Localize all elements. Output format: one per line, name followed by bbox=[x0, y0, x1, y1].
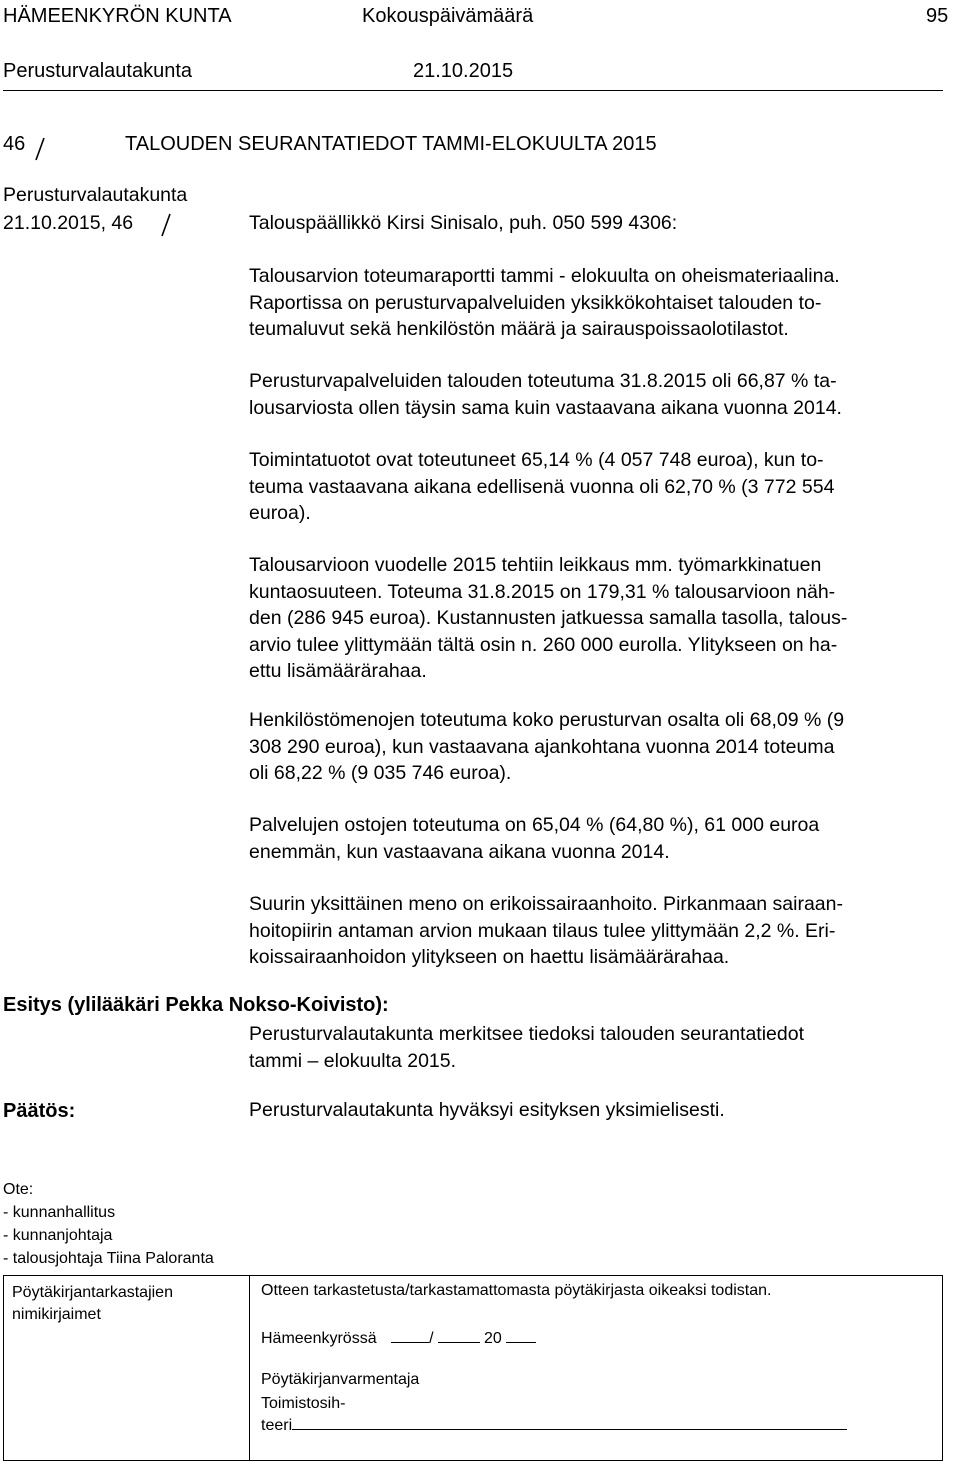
section-title: TALOUDEN SEURANTATIEDOT TAMMI-ELOKUULTA 2015 bbox=[125, 133, 657, 155]
secretary-label: Toimistosih- teeri bbox=[261, 1393, 847, 1437]
proposal-text: Perusturvalautakunta merkitsee tiedoksi talouden seurantatiedot tammi – elokuulta 2015. bbox=[249, 1023, 804, 1072]
reviewer-initials-label: Pöytäkirjantarkastajien nimikirjaimet bbox=[12, 1284, 173, 1323]
certify-text: Otteen tarkastetusta/tarkastamattomasta pöytäkirjasta oikeaksi todistan. bbox=[261, 1282, 772, 1299]
paragraph: Talousarvion toteumaraportti tammi - elokuulta on oheismateriaalina. Raportissa on perusturvapalveluiden yksikkökohtaiset talouden to- teumaluvut sekä henkilöstön määrä ja sairauspoissaolotilastot. bbox=[249, 265, 840, 340]
meeting-date: 21.10.2015 bbox=[413, 60, 514, 82]
footer-box bbox=[3, 1275, 943, 1461]
recipient: - talousjohtaja Tiina Paloranta bbox=[3, 1250, 214, 1267]
date-label: Kokouspäivämäärä bbox=[362, 5, 534, 27]
excerpt-block bbox=[3, 1178, 214, 1270]
recipient: - kunnanjohtaja bbox=[3, 1227, 113, 1244]
header-rule bbox=[3, 90, 943, 91]
section-number: 46 bbox=[3, 133, 26, 155]
section-sign-icon bbox=[34, 136, 43, 158]
verifier-label: Pöytäkirjanvarmentaja bbox=[261, 1371, 420, 1388]
paragraph: Toimintatuotot ovat toteutuneet 65,14 % (4 057 748 euroa), kun to- teuma vastaavana aikana edellisenä vuonna oli 62,70 % (3 772 554 euroa). bbox=[249, 449, 835, 524]
preparer: Talouspäällikkö Kirsi Sinisalo, puh. 050 599 4306: bbox=[249, 212, 678, 234]
proposal-label: Esitys (ylilääkäri Pekka Nokso-Koivisto): bbox=[3, 994, 389, 1016]
footer-divider bbox=[249, 1276, 250, 1460]
org-name: HÄMEENKYRÖN KUNTA bbox=[3, 5, 232, 27]
excerpt-label: Ote: bbox=[3, 1181, 34, 1198]
paragraph: Palvelujen ostojen toteutuma on 65,04 % (64,80 %), 61 000 euroa enemmän, kun vastaavana aikana vuonna 2014. bbox=[249, 814, 820, 863]
section-sign-icon bbox=[160, 212, 169, 234]
paragraph: Talousarvioon vuodelle 2015 tehtiin leikkaus mm. työmarkkinatuen kuntaosuuteen. Toteuma 31.8.2015 on 179,31 % talousarvioon näh- den (286 945 euroa). Kustannusten jatkuessa samalla tasolla, talous- arvio tulee ylittymään tältä osin n. 260 000 eurolla. Ylitykseen on ha- ettu lisämäärärahaa. bbox=[249, 554, 848, 682]
reference-date: 21.10.2015, 46 bbox=[3, 212, 134, 234]
decision-text: Perusturvalautakunta hyväksyi esityksen yksimielisesti. bbox=[249, 1099, 725, 1121]
decision-label: Päätös: bbox=[3, 1100, 76, 1122]
paragraph: Suurin yksittäinen meno on erikoissairaanhoito. Pirkanmaan sairaan- hoitopiirin antaman arvion mukaan tilaus tulee ylittymään 2,2 %. Eri- koissairaanhoidon ylitykseen on haettu lisämäärärahaa. bbox=[249, 893, 843, 968]
paragraph: Henkilöstömenojen toteutuma koko perusturvan osalta oli 68,09 % (9 308 290 euroa), kun vastaavana ajankohtana vuonna 2014 toteuma oli 68,22 % (9 035 746 euroa). bbox=[249, 709, 845, 784]
recipient: - kunnanhallitus bbox=[3, 1204, 116, 1221]
reference-board: Perusturvalautakunta bbox=[3, 184, 188, 206]
page-number: 95 bbox=[926, 5, 949, 27]
paragraph: Perusturvapalveluiden talouden toteutuma 31.8.2015 oli 66,87 % ta- lousarviosta ollen täysin sama kuin vastaavana aikana vuonna 2014. bbox=[249, 370, 842, 419]
place-date-line: Hämeenkyrössä / 20 bbox=[261, 1328, 536, 1347]
board-name: Perusturvalautakunta bbox=[3, 60, 193, 82]
